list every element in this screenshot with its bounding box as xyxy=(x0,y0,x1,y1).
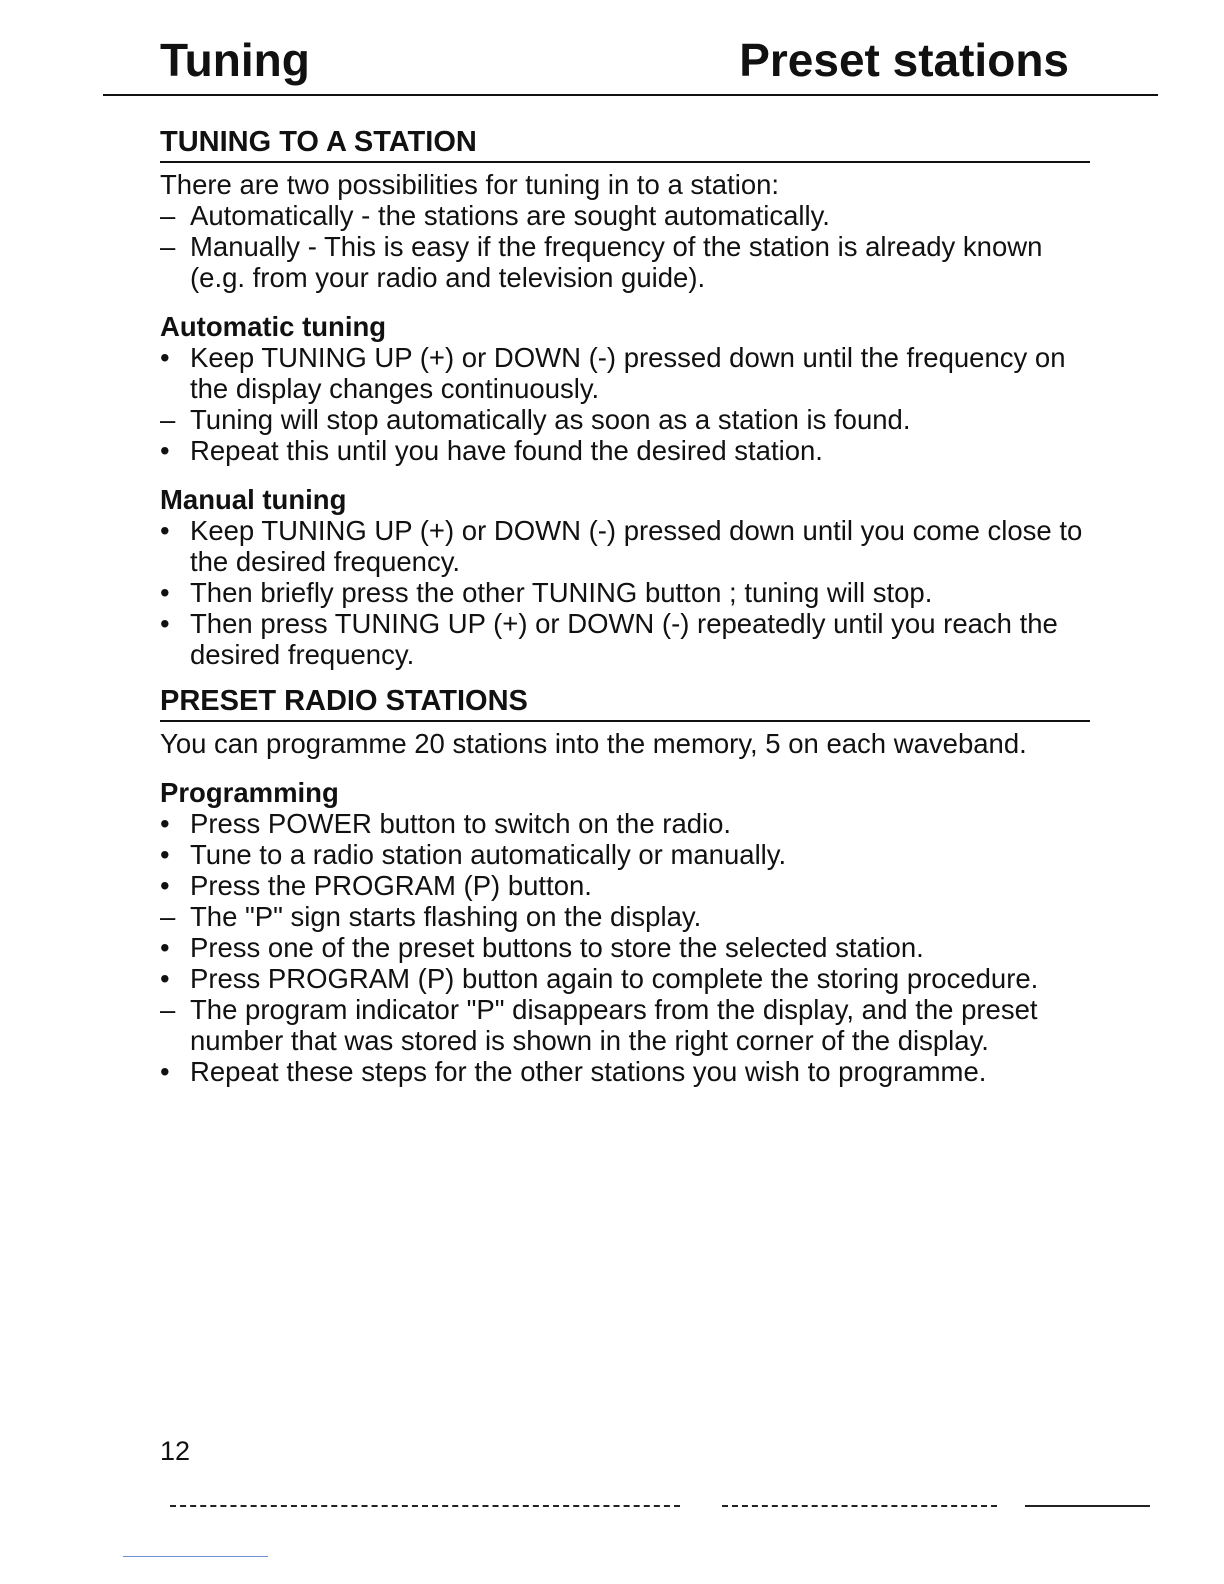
bottom-blue-rule xyxy=(123,1556,268,1557)
item-text: Press the PROGRAM (P) button. xyxy=(190,870,592,901)
dash-item xyxy=(160,200,1090,231)
bullet-mark: • xyxy=(160,435,170,466)
dash-item xyxy=(160,901,1090,932)
item-text: Tune to a radio station automatically or manually. xyxy=(190,839,787,870)
bullet-mark: • xyxy=(160,808,170,839)
dash-mark: – xyxy=(160,901,176,932)
dash-item xyxy=(160,994,1090,1056)
item-text: Press one of the preset buttons to store the selected station. xyxy=(190,932,924,963)
item-text: Manually - This is easy if the frequency of the station is already known (e.g. from your radio and television guide). xyxy=(190,231,1043,293)
bullet-item xyxy=(160,342,1090,404)
item-text: Press POWER button to switch on the radio. xyxy=(190,808,732,839)
bullet-mark: • xyxy=(160,577,170,608)
item-text: Tuning will stop automatically as soon as a station is found. xyxy=(190,404,911,435)
bullet-mark: • xyxy=(160,515,170,546)
item-text: Keep TUNING UP (+) or DOWN (-) pressed down until the frequency on the display changes continuously. xyxy=(190,342,1066,404)
item-text: Then briefly press the other TUNING button ; tuning will stop. xyxy=(190,577,933,608)
bullet-item xyxy=(160,932,1090,963)
item-text: Then press TUNING UP (+) or DOWN (-) repeatedly until you reach the desired frequency. xyxy=(190,608,1058,670)
bullet-item xyxy=(160,608,1090,670)
footer-rule-right xyxy=(1025,1505,1150,1507)
footer-dashed-rule-middle xyxy=(722,1505,997,1507)
page-number: 12 xyxy=(160,1436,191,1466)
automatic-tuning-list xyxy=(160,342,1090,466)
programming-heading: Programming xyxy=(160,777,339,808)
header-right-title: Preset stations xyxy=(739,34,1069,86)
footer-dashed-rule-left xyxy=(170,1505,680,1507)
bullet-item xyxy=(160,963,1090,994)
tuning-methods-list xyxy=(160,200,1090,293)
dash-item xyxy=(160,231,1090,293)
bullet-item xyxy=(160,839,1090,870)
dash-item xyxy=(160,404,1090,435)
header-left-title: Tuning xyxy=(160,34,310,86)
bullet-item xyxy=(160,435,1090,466)
bullet-item xyxy=(160,515,1090,577)
dash-mark: – xyxy=(160,994,176,1025)
programming-list xyxy=(160,808,1090,1087)
dash-mark: – xyxy=(160,200,176,231)
bullet-mark: • xyxy=(160,342,170,373)
bullet-mark: • xyxy=(160,932,170,963)
automatic-tuning-heading: Automatic tuning xyxy=(160,311,387,342)
bullet-mark: • xyxy=(160,1056,170,1087)
manual-tuning-list xyxy=(160,515,1090,670)
preset-intro: You can programme 20 stations into the memory, 5 on each waveband. xyxy=(160,728,1027,759)
bullet-mark: • xyxy=(160,963,170,994)
bullet-mark: • xyxy=(160,839,170,870)
manual-tuning-heading: Manual tuning xyxy=(160,484,347,515)
item-text: Press PROGRAM (P) button again to complete the storing procedure. xyxy=(190,963,1039,994)
tuning-intro: There are two possibilities for tuning in to a station: xyxy=(160,169,780,200)
header-rule xyxy=(103,94,1158,96)
bullet-mark: • xyxy=(160,608,170,639)
bullet-item xyxy=(160,1056,1090,1087)
item-text: The "P" sign starts flashing on the display. xyxy=(190,901,702,932)
item-text: Keep TUNING UP (+) or DOWN (-) pressed down until you come close to the desired frequency. xyxy=(190,515,1083,577)
page-content xyxy=(160,123,1090,1087)
dash-mark: – xyxy=(160,404,176,435)
bullet-mark: • xyxy=(160,870,170,901)
item-text: Automatically - the stations are sought automatically. xyxy=(190,200,830,231)
item-text: Repeat these steps for the other stations you wish to programme. xyxy=(190,1056,987,1087)
section-title-tuning: TUNING TO A STATION xyxy=(160,123,1090,163)
section-title-preset: PRESET RADIO STATIONS xyxy=(160,682,1090,722)
bullet-item xyxy=(160,808,1090,839)
dash-mark: – xyxy=(160,231,176,262)
item-text: Repeat this until you have found the desired station. xyxy=(190,435,823,466)
bullet-item xyxy=(160,577,1090,608)
bullet-item xyxy=(160,870,1090,901)
item-text: The program indicator "P" disappears from the display, and the preset number that was stored is shown in the right corner of the display. xyxy=(190,994,1038,1056)
